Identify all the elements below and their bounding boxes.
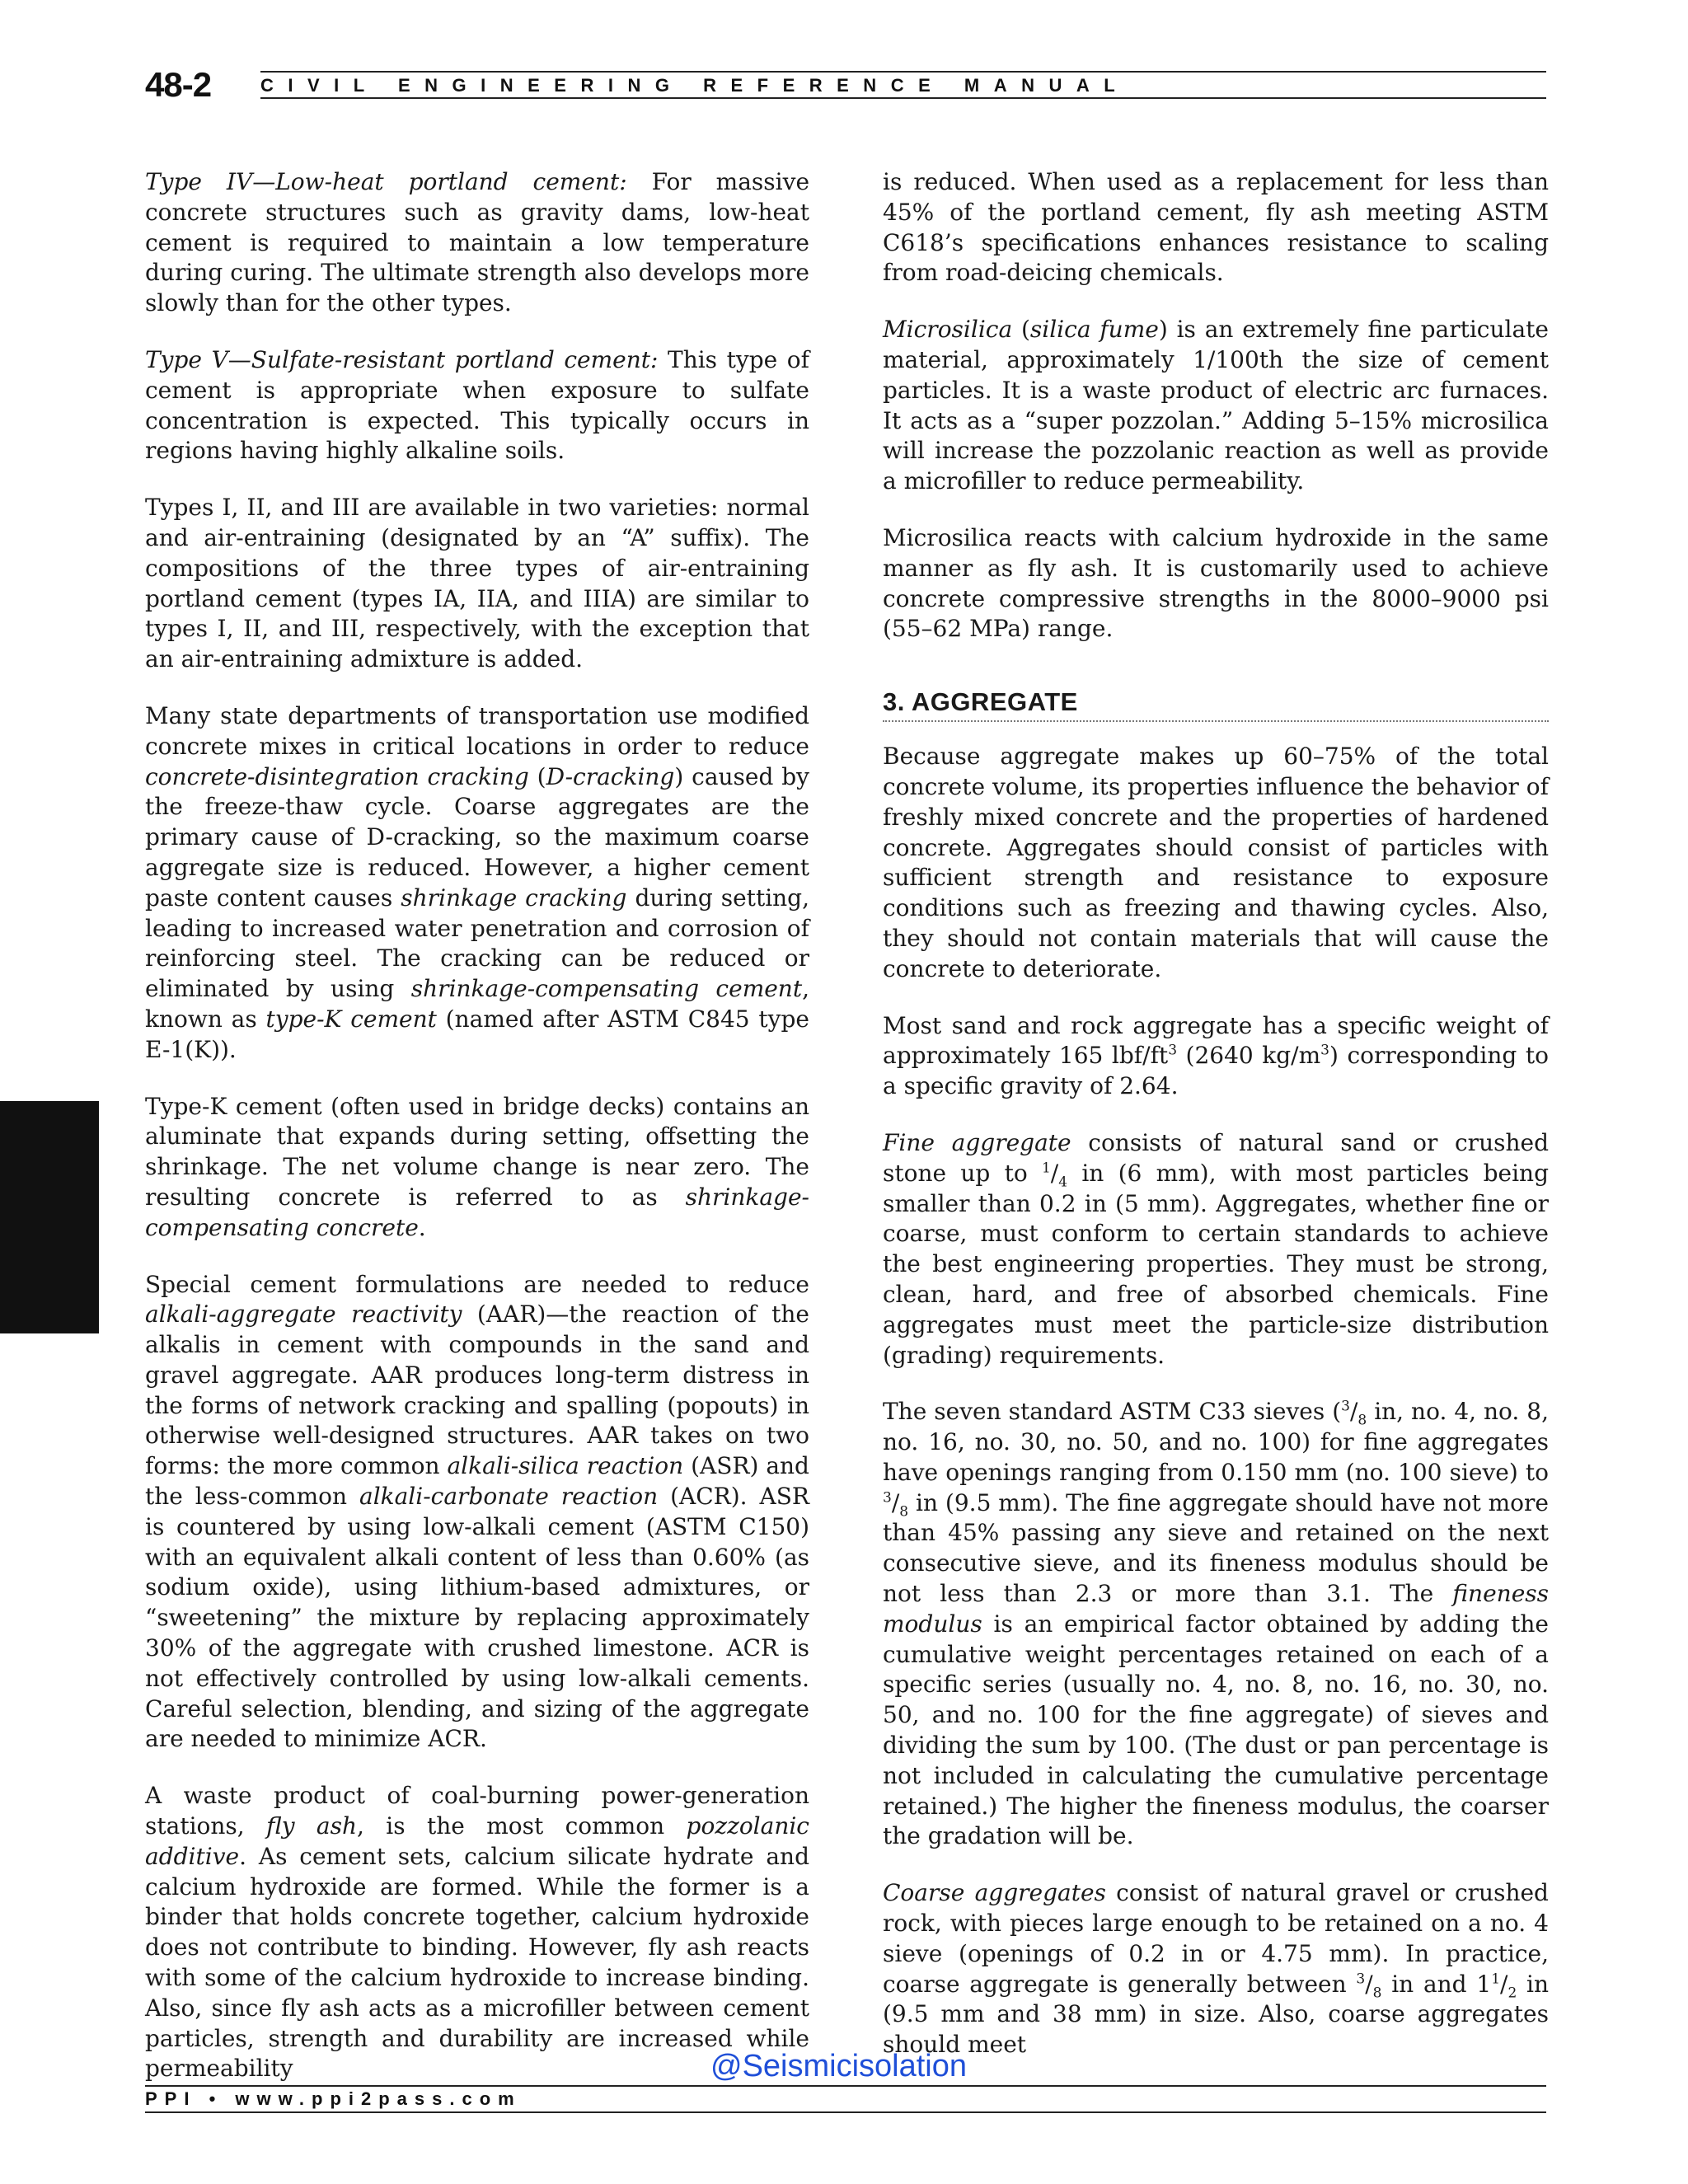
fraction-numerator: 1	[1041, 1160, 1051, 1177]
term: Microsilica	[883, 316, 1013, 344]
right-column	[883, 167, 1549, 2087]
side-tab-label	[0, 1202, 2, 1334]
term: shrinkage cracking	[401, 883, 627, 912]
section-side-tab	[0, 1101, 99, 1333]
paragraph-text: ) caused by the freeze-thaw cycle. Coarse aggregates are the primary cause of D-cracking, so the maximum coarse aggregate size is reduced. However, a higher cement paste content causes	[145, 762, 809, 912]
paragraph-text: ) is an extremely fine particulate material, approximately 1/100th the size of cement particles. It is a waste product of electric arc furnaces. It acts as a “super pozzolan.” Adding 5–15% microsilica will increase the pozzolanic reaction as well as provide a microfiller to reduce permeability.	[883, 316, 1549, 495]
paragraph-aar	[145, 1270, 809, 1755]
paragraph-fly-ash-cont: is reduced. When used as a replacement for less than 45% of the portland cement, fly ash meeting ASTM C618’s specifications enhances resistance to scaling from road-deicing chemicals.	[883, 168, 1549, 287]
paragraph-text: Special cement formulations are needed to reduce	[145, 1270, 809, 1298]
paragraph-coarse-aggregates	[883, 1878, 1549, 2060]
paragraph-text: is an empirical factor obtained by adding the cumulative weight percentages retained on each of a specific series (usually no. 4, no. 8, no. 16, no. 30, no. 50, and no. 100 for the fine aggregate) of sieves and dividing the sum by 100. (The dust or pan percentage is not included in calculating the cumulative percentage retained.) The higher the fineness modulus, the coarser the gradation will be.	[883, 1610, 1549, 1850]
term: type-K cement	[265, 1005, 437, 1033]
paragraph-text: in (6 mm), with most particles being smaller than 0.2 in (5 mm). Aggregates, whether fine or coarse, must conform to certain standards to achieve the best engineering properties. They must be strong, clean, hard, and free of absorbed chemicals. Fine aggregates must meet the particle-size distribution (grading) requirements.	[883, 1159, 1549, 1369]
term: Coarse aggregates	[883, 1879, 1106, 1907]
paragraph-type-v	[145, 345, 809, 466]
paragraph-fly-ash	[145, 1781, 809, 2084]
header-rule-bottom	[260, 97, 1546, 99]
paragraph-sieves	[883, 1397, 1549, 1852]
paragraph-microsilica-reacts: Microsilica reacts with calcium hydroxide in the same manner as fly ash. It is customarily used to achieve concrete compressive strengths in the 8000–9000 psi (55–62 MPa) range.	[883, 523, 1549, 643]
paragraph-type-k	[145, 1092, 809, 1244]
fraction: $^3/_8$	[1356, 1970, 1382, 2002]
paragraph-text: . As cement sets, calcium silicate hydrate and calcium hydroxide are formed. While the former is a binder that holds concrete together, calcium hydroxide does not contribute to binding. However, fly ash reacts with some of the calcium hydroxide to increase binding. Also, since fly ash acts as a microfiller between cement particles, strength and durability are increased while permeability	[145, 1842, 809, 2083]
paragraph-text: .	[418, 1213, 426, 1241]
term: fly ash	[266, 1812, 358, 1840]
term: alkali-silica reaction	[447, 1452, 684, 1480]
paragraph-text: , known as	[145, 975, 809, 1033]
manual-title: CIVIL ENGINEERING REFERENCE MANUAL	[260, 75, 1130, 96]
paragraph-text: (named after ASTM C845 type E-1(K)).	[145, 1005, 809, 1063]
fraction: $^1/_2$	[1491, 1970, 1517, 2002]
term-type-iv: Type IV—Low-heat portland cement:	[145, 168, 627, 195]
footer-publisher: PPI • www.ppi2pass.com	[145, 2088, 522, 2109]
term: Fine aggregate	[883, 1128, 1071, 1156]
paragraph-text: ) corresponding to a specific gravity of 2.64.	[883, 1042, 1549, 1100]
paragraph-text: (	[528, 762, 546, 790]
paragraph-text: (ASR) and the less-common	[145, 1452, 809, 1511]
paragraph-microsilica	[883, 315, 1549, 497]
fraction-denominator: 2	[1507, 1985, 1517, 2002]
paragraph-text: in, no. 4, no. 8, no. 16, no. 30, no. 50, and no. 100) for fine aggregates have openings ranging from 0.150 mm (no. 100 sieve) to	[883, 1398, 1549, 1486]
fraction: $^3/_8$	[883, 1488, 909, 1521]
footer-rule-bottom	[145, 2111, 1546, 2113]
term: pozzolanic additive	[145, 1812, 809, 1870]
footer-rule-top	[145, 2085, 1546, 2087]
fraction-denominator: 8	[899, 1503, 909, 1521]
term: D-cracking	[546, 762, 675, 790]
paragraph-text: (2640 kg/m	[1177, 1042, 1321, 1070]
fraction-denominator: 8	[1357, 1412, 1367, 1429]
paragraph-aggregate-intro: Because aggregate makes up 60–75% of the total concrete volume, its properties influence the behavior of freshly mixed concrete and the properties of hardened concrete. Aggregates should consist of particles with sufficient strength and resistance to exposure conditions such as freezing and thawing cycles. Also, they should not contain materials that will cause the concrete to deteriorate.	[883, 743, 1549, 982]
paragraph-text: consist of natural gravel or crushed rock, with pieces large enough to be retained on a no. 4 sieve (openings of 0.2 in or 4.75 mm). In practice, coarse aggregate is generally between	[883, 1879, 1549, 1998]
paragraph-text: Most sand and rock aggregate has a specific weight of approximately 165 lbf/ft	[883, 1011, 1549, 1070]
fraction-numerator: 3	[1356, 1971, 1366, 1988]
page-number: 48-2	[145, 65, 212, 104]
fraction: $^3/_8$	[1341, 1398, 1367, 1429]
term: silica fume	[1029, 316, 1159, 344]
paragraph-text: consists of natural sand or crushed stone up to	[883, 1128, 1549, 1187]
term: fineness modulus	[883, 1580, 1549, 1638]
term: alkali-aggregate reactivity	[145, 1301, 462, 1329]
paragraph-d-cracking	[145, 701, 809, 1066]
paragraph-specific-weight	[883, 1011, 1549, 1102]
paragraph-text: (	[1012, 316, 1030, 344]
paragraph-text: For massive concrete structures such as gravity dams, low-heat cement is required to maintain a low temperature during curing. The ultimate strength also develops more slowly than for the other types.	[145, 168, 810, 317]
paragraph-text: Many state departments of transportation use modified concrete mixes in critical locations in order to reduce	[145, 701, 809, 760]
watermark-link[interactable]: @Seismicisolation	[710, 2049, 968, 2083]
section-heading-aggregate: 3. AGGREGATE	[883, 686, 1549, 722]
term: concrete-disintegration cracking	[145, 762, 529, 790]
term-type-v: Type V—Sulfate-resistant portland cement:	[145, 345, 659, 373]
paragraph-text: This type of cement is appropriate when exposure to sulfate concentration is expected. This typically occurs in regions having highly alkaline soils.	[145, 345, 809, 465]
paragraph-type-iv	[145, 167, 809, 319]
paragraph-text: Type-K cement (often used in bridge decks) contains an aluminate that expands during setting, offsetting the shrinkage. The net volume change is near zero. The resulting concrete is referred to as	[145, 1092, 809, 1211]
paragraph-text: The seven standard ASTM C33 sieves (	[883, 1398, 1342, 1426]
term: shrinkage-compensating cement	[410, 975, 803, 1003]
paragraph-text: , is the most common	[357, 1812, 687, 1840]
fraction-denominator: 4	[1058, 1174, 1068, 1191]
paragraph-text: A waste product of coal-burning power-generation stations,	[145, 1782, 809, 1840]
paragraph-text: in and 1	[1381, 1970, 1492, 1998]
paragraph-fine-aggregate	[883, 1128, 1549, 1371]
superscript: 3	[1320, 1043, 1329, 1059]
fraction-numerator: 3	[883, 1489, 892, 1507]
term: alkali-carbonate reaction	[359, 1483, 659, 1511]
paragraph-text: in (9.5 mm and 38 mm) in size. Also, coarse aggregates should meet	[883, 1970, 1550, 2059]
header-rule-top	[260, 71, 1546, 73]
term: shrinkage-compensating concrete	[145, 1183, 809, 1241]
fraction-denominator: 8	[1372, 1985, 1382, 2002]
paragraph-text: during setting, leading to increased water penetration and corrosion of reinforcing steel. The cracking can be reduced or eliminated by using	[145, 883, 810, 1003]
paragraph-text: in (9.5 mm). The fine aggregate should have not more than 45% passing any sieve and retained on the next consecutive sieve, and its fineness modulus should be not less than 2.3 or more than 3.1. The	[883, 1488, 1549, 1608]
paragraph-text: (ACR). ASR is countered by using low-alkali cement (ASTM C150) with an equivalent alkali content of less than 0.60% (as sodium oxide), using lithium-based admixtures, or “sweetening” the mixture by replacing approximately 30% of the aggregate with crushed limestone. ACR is not effectively controlled by using low-alkali cements. Careful selection, blending, and sizing of the aggregate are needed to minimize ACR.	[145, 1483, 809, 1753]
left-column	[145, 167, 809, 2111]
paragraph-types-varieties: Types I, II, and III are available in two varieties: normal and air-entraining (designated by an “A” suffix). The compositions of the three types of air-entraining portland cement (types IA, IIA, and IIIA) are similar to types I, II, and III, respectively, with the exception that an air-entraining admixture is added.	[145, 494, 809, 673]
fraction: $^1/_4$	[1041, 1159, 1068, 1191]
superscript: 3	[1168, 1043, 1178, 1059]
fraction-numerator: 3	[1341, 1398, 1350, 1415]
paragraph-text: (AAR)—the reaction of the alkalis in cement with compounds in the sand and gravel aggregate. AAR produces long-term distress in the forms of network cracking and spalling (popouts) in otherwise well-designed structures. AAR takes on two forms: the more common	[145, 1301, 809, 1480]
fraction-numerator: 1	[1491, 1971, 1501, 1988]
